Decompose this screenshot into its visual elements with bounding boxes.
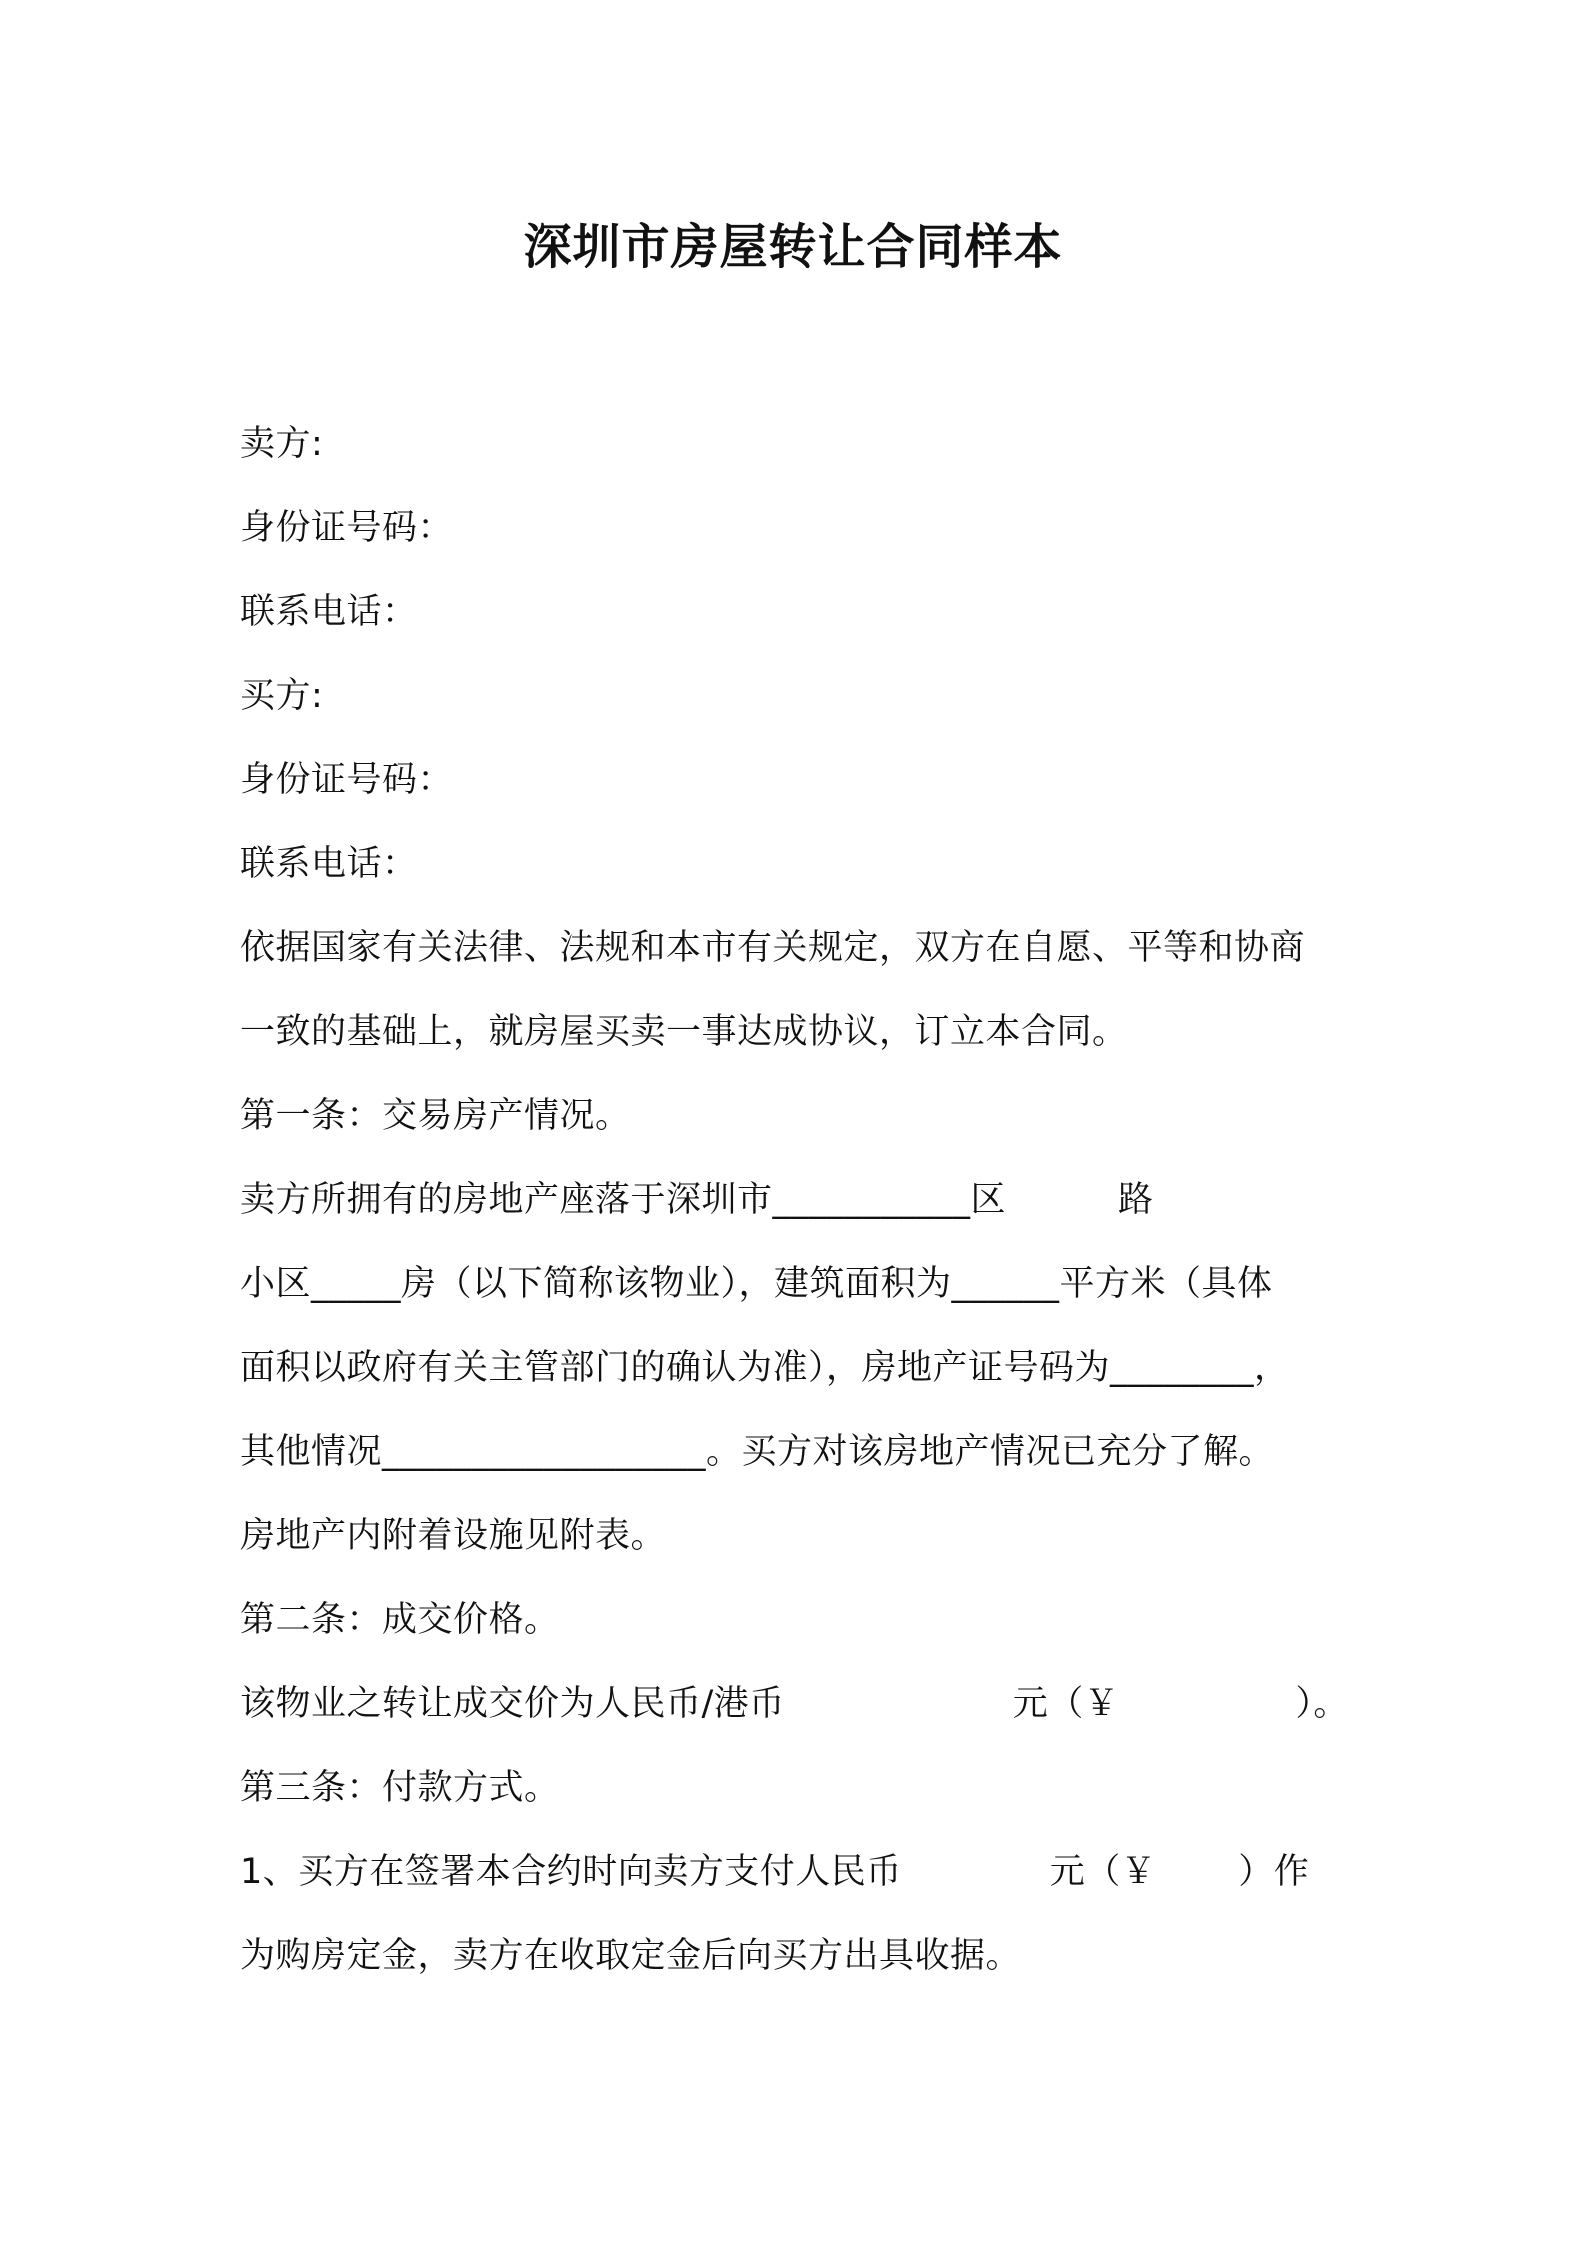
document-title: 深圳市房屋转让合同样本 bbox=[523, 219, 1063, 275]
article2-close-text: ）。 bbox=[1295, 1684, 1349, 1724]
article2-line-1 bbox=[240, 1662, 1360, 1746]
article1-line-4: 其他情况__________________。买方对该房地产情况已充分了解。 bbox=[240, 1432, 1275, 1472]
preamble-line-2: 一致的基础上，就房屋买卖一事达成协议，订立本合同。 bbox=[240, 1012, 1128, 1052]
article3-item1-line-1 bbox=[240, 1830, 1360, 1914]
article3-item1-line-2: 为购房定金，卖方在收取定金后向买方出具收据。 bbox=[240, 1936, 1022, 1976]
article2-heading: 第二条：成交价格。 bbox=[240, 1600, 560, 1640]
article2-price-text: 该物业之转让成交价为人民币/港币 bbox=[240, 1684, 785, 1724]
document-body bbox=[240, 402, 1360, 1998]
article3-item1-yuan-text: 元（￥ bbox=[1049, 1852, 1157, 1892]
preamble-line-1: 依据国家有关法律、法规和本市有关规定，双方在自愿、平等和协商 bbox=[240, 928, 1306, 968]
article1-line-2: 小区_____房（以下简称该物业），建筑面积为______平方米（具体 bbox=[240, 1264, 1273, 1304]
buyer-label: 买方: bbox=[240, 676, 324, 716]
article1-line-1 bbox=[240, 1158, 1360, 1242]
article3-heading: 第三条：付款方式。 bbox=[240, 1768, 560, 1808]
seller-id-label: 身份证号码： bbox=[240, 508, 454, 548]
article2-yuan-text: 元（￥ bbox=[1012, 1684, 1120, 1724]
article1-line-1-text: 卖方所拥有的房地产座落于深圳市___________区 bbox=[240, 1180, 1007, 1220]
article3-item1-close-text: ）作 bbox=[1238, 1852, 1310, 1892]
buyer-phone-label: 联系电话： bbox=[240, 844, 418, 884]
article1-line-1-road: 路 bbox=[1118, 1180, 1154, 1220]
article1-line-3: 面积以政府有关主管部门的确认为准），房地产证号码为________， bbox=[240, 1348, 1290, 1388]
seller-phone-label: 联系电话： bbox=[240, 592, 418, 632]
article3-item1-text: 1、买方在签署本合约时向卖方支付人民币 bbox=[240, 1852, 902, 1892]
article1-heading: 第一条：交易房产情况。 bbox=[240, 1096, 631, 1136]
seller-label: 卖方: bbox=[240, 424, 324, 464]
article1-line-5: 房地产内附着设施见附表。 bbox=[240, 1516, 667, 1556]
buyer-id-label: 身份证号码： bbox=[240, 760, 454, 800]
